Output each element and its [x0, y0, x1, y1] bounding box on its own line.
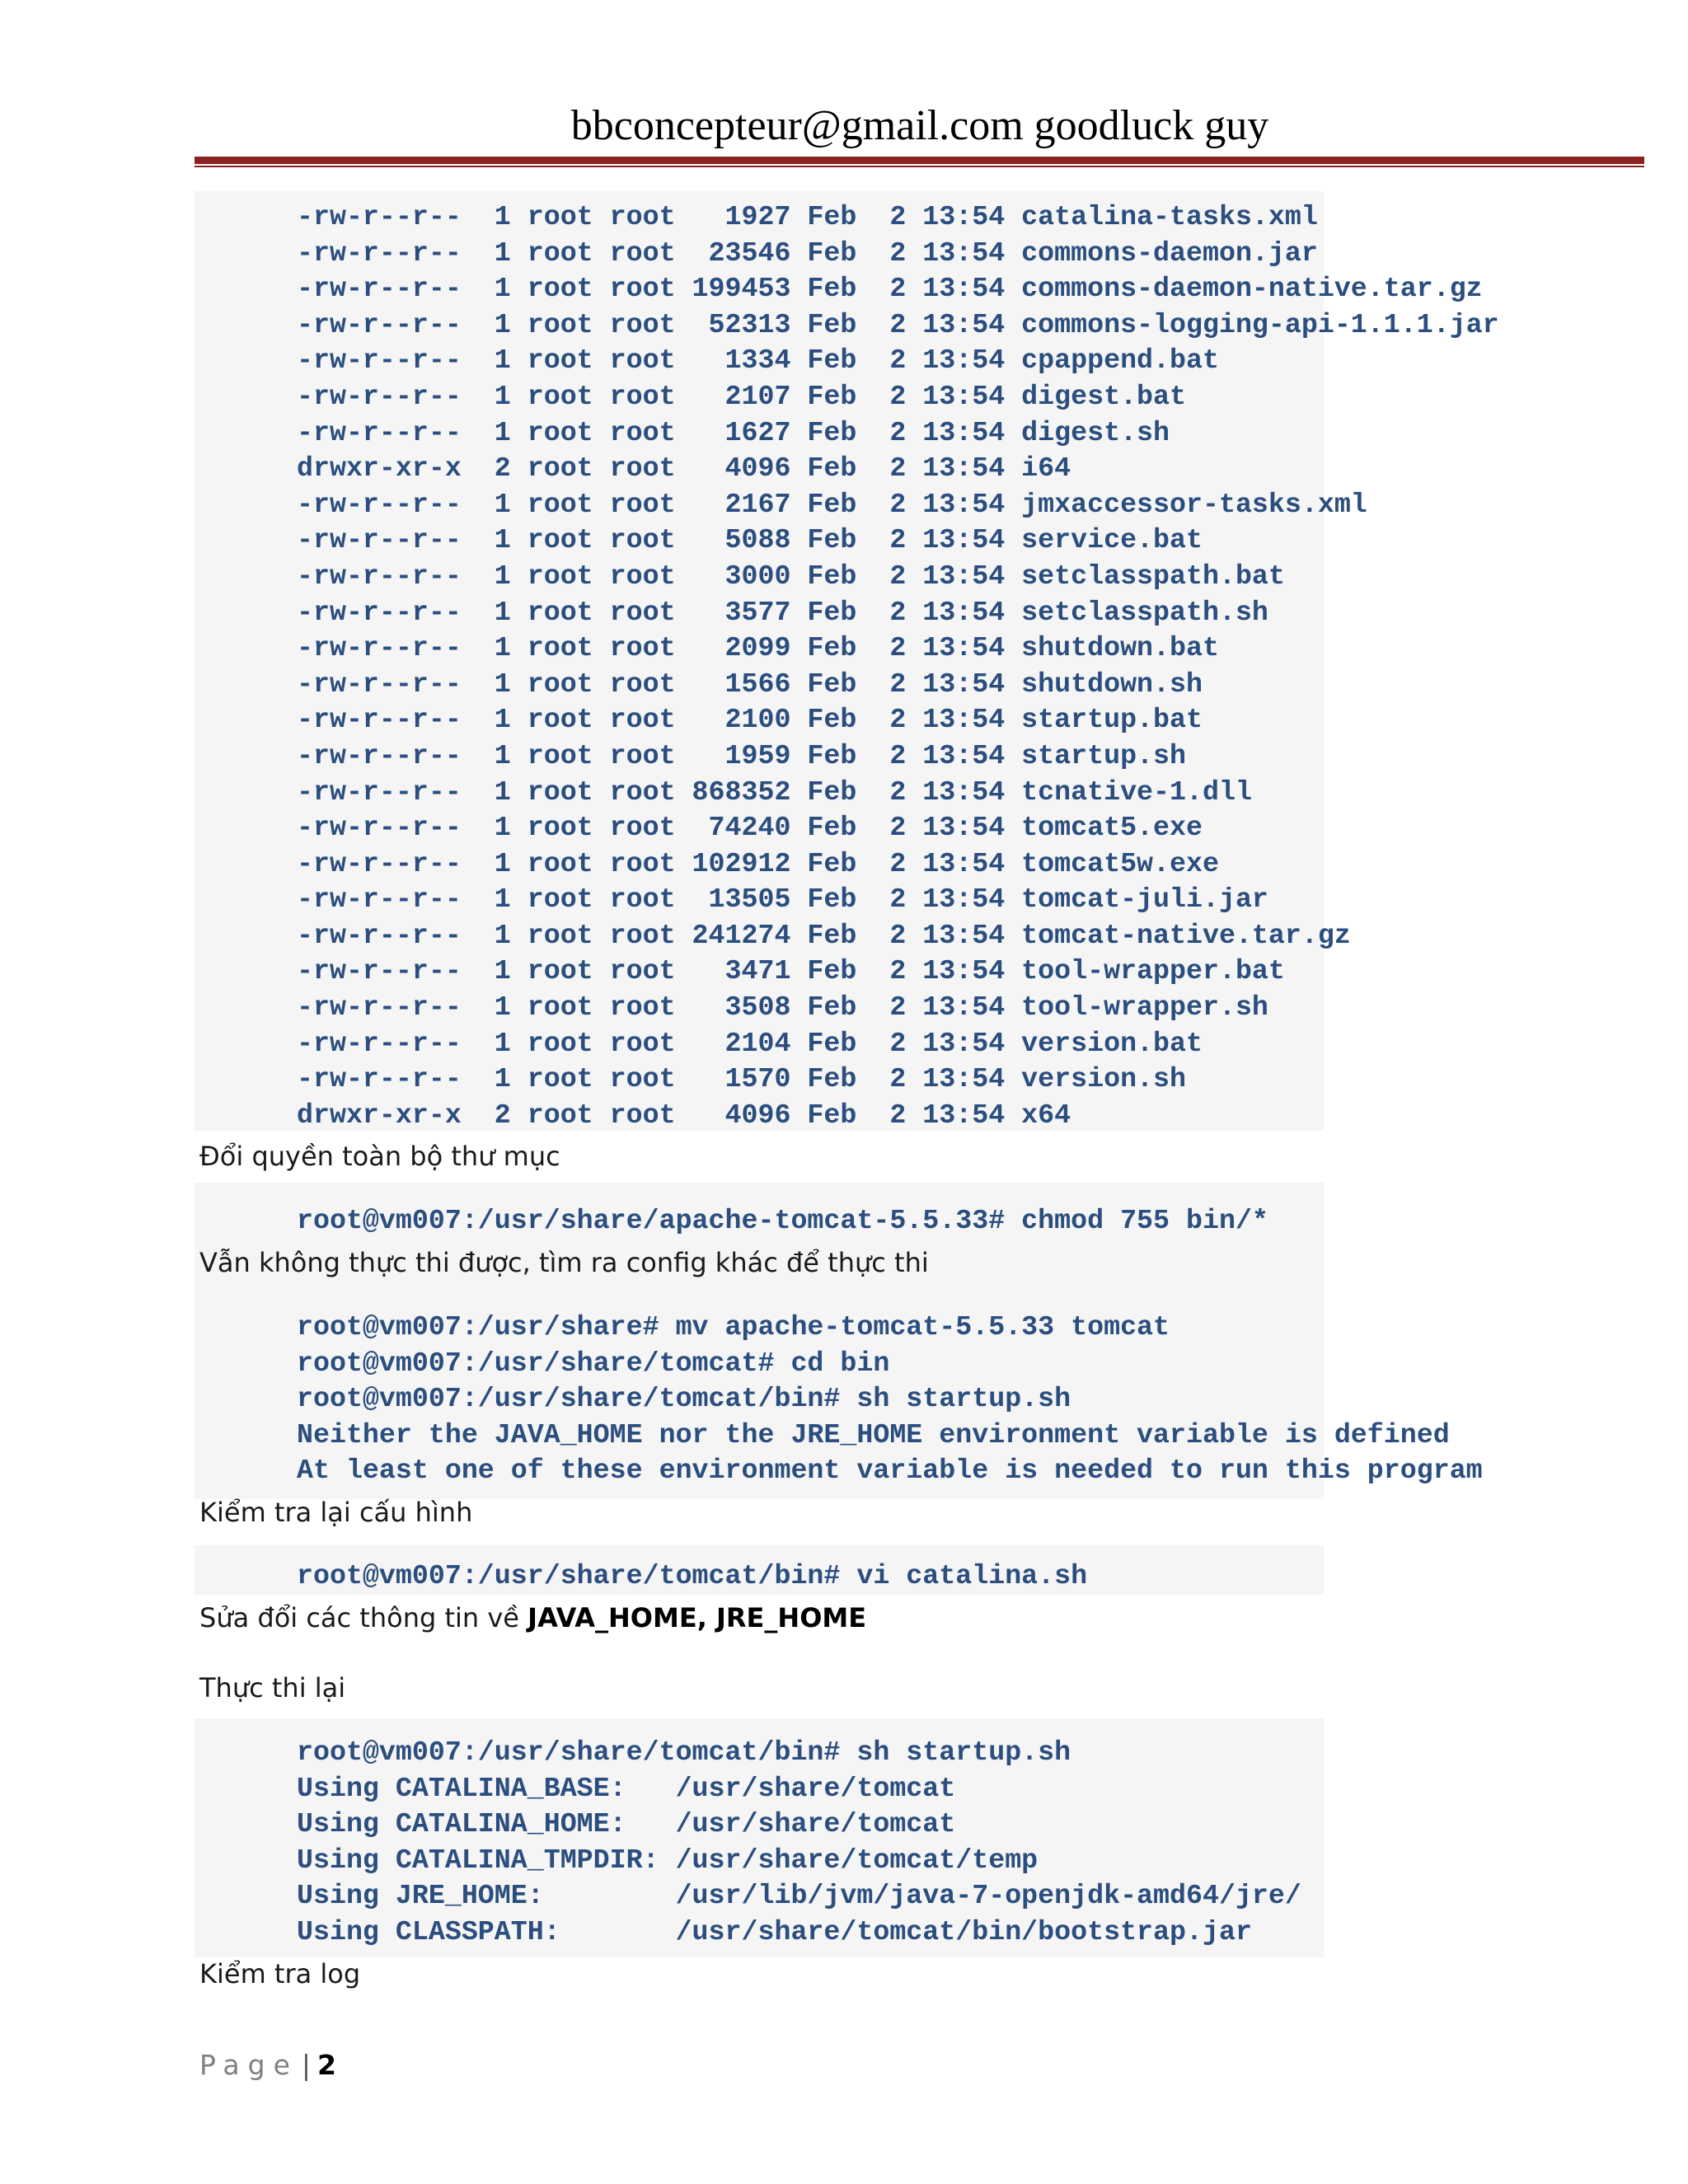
code-line: root@vm007:/usr/share/apache-tomcat-5.5.33# chmod 755 bin/* — [297, 1205, 1268, 1236]
text-edit-prefix: Sửa đổi các thông tin về — [199, 1602, 528, 1633]
header-rule-thick — [195, 157, 1644, 164]
code-line: -rw-r--r-- 1 root root 2100 Feb 2 13:54 startup.bat — [297, 704, 1203, 736]
header-rule-thin — [195, 166, 1644, 167]
code-line: At least one of these environment variable is needed to run this program — [297, 1455, 1483, 1487]
chmod-code — [297, 1203, 1268, 1240]
code-line: -rw-r--r-- 1 root root 2099 Feb 2 13:54 shutdown.bat — [297, 632, 1219, 664]
code-line: Using CATALINA_HOME: /usr/share/tomcat — [297, 1808, 956, 1840]
file-listing-code — [297, 199, 1499, 1133]
code-line: drwxr-xr-x 2 root root 4096 Feb 2 13:54 x64 — [297, 1099, 1071, 1131]
vi-code — [297, 1558, 1087, 1595]
code-line: -rw-r--r-- 1 root root 3577 Feb 2 13:54 setclasspath.sh — [297, 596, 1268, 628]
code-line: Neither the JAVA_HOME nor the JRE_HOME environment variable is defined — [297, 1418, 1450, 1451]
startup-fail-code — [297, 1310, 1483, 1489]
code-line: Using JRE_HOME: /usr/lib/jvm/java-7-openjdk-amd64/jre/ — [297, 1880, 1301, 1912]
code-line: drwxr-xr-x 2 root root 4096 Feb 2 13:54 i64 — [297, 452, 1071, 485]
page-separator: | — [301, 2049, 312, 2081]
code-line: -rw-r--r-- 1 root root 1627 Feb 2 13:54 digest.sh — [297, 416, 1170, 448]
code-line: -rw-r--r-- 1 root root 1927 Feb 2 13:54 catalina-tasks.xml — [297, 201, 1318, 232]
code-line: -rw-r--r-- 1 root root 1566 Feb 2 13:54 shutdown.sh — [297, 668, 1203, 700]
page-header: bbconcepteur@gmail.com goodluck guy — [570, 102, 1269, 149]
code-line: -rw-r--r-- 1 root root 3471 Feb 2 13:54 tool-wrapper.bat — [297, 955, 1285, 987]
text-chmod: Đổi quyền toàn bộ thư mục — [199, 1141, 560, 1172]
code-line: -rw-r--r-- 1 root root 74240 Feb 2 13:54 tomcat5.exe — [297, 812, 1203, 844]
code-line: root@vm007:/usr/share/tomcat/bin# vi catalina.sh — [297, 1560, 1088, 1591]
code-line: -rw-r--r-- 1 root root 102912 Feb 2 13:54 tomcat5w.exe — [297, 847, 1219, 879]
code-line: -rw-r--r-- 1 root root 868352 Feb 2 13:54 tcnative-1.dll — [297, 776, 1252, 808]
code-line: -rw-r--r-- 1 root root 199453 Feb 2 13:54 commons-daemon-native.tar.gz — [297, 273, 1483, 305]
code-line: root@vm007:/usr/share/tomcat# cd bin — [297, 1347, 890, 1379]
code-line: -rw-r--r-- 1 root root 5088 Feb 2 13:54 service.bat — [297, 524, 1203, 556]
startup-ok-code — [297, 1735, 1301, 1951]
code-line: Using CLASSPATH: /usr/share/tomcat/bin/bootstrap.jar — [297, 1915, 1252, 1947]
code-line: -rw-r--r-- 1 root root 23546 Feb 2 13:54 commons-daemon.jar — [297, 237, 1318, 269]
code-line: -rw-r--r-- 1 root root 52313 Feb 2 13:54 commons-logging-api-1.1.1.jar — [297, 308, 1499, 340]
code-line: -rw-r--r-- 1 root root 3000 Feb 2 13:54 setclasspath.bat — [297, 560, 1285, 592]
text-check-config: Kiểm tra lại cấu hình — [199, 1497, 473, 1528]
code-line: root@vm007:/usr/share/tomcat/bin# sh startup.sh — [297, 1383, 1071, 1415]
code-line: -rw-r--r-- 1 root root 1570 Feb 2 13:54 version.sh — [297, 1063, 1186, 1095]
text-edit-config — [199, 1600, 866, 1636]
text-not-exec: Vẫn không thực thi được, tìm ra config khác để thực thi — [199, 1247, 929, 1278]
text-check-log: Kiểm tra log — [199, 1958, 361, 1990]
code-line: -rw-r--r-- 1 root root 3508 Feb 2 13:54 tool-wrapper.sh — [297, 991, 1268, 1024]
code-line: Using CATALINA_TMPDIR: /usr/share/tomcat/temp — [297, 1844, 1039, 1876]
text-edit-bold: JAVA_HOME, JRE_HOME — [528, 1602, 867, 1633]
code-line: -rw-r--r-- 1 root root 241274 Feb 2 13:54 tomcat-native.tar.gz — [297, 919, 1351, 951]
code-line: -rw-r--r-- 1 root root 13505 Feb 2 13:54 tomcat-juli.jar — [297, 883, 1268, 916]
code-line: Using CATALINA_BASE: /usr/share/tomcat — [297, 1772, 956, 1804]
page-footer — [199, 2047, 336, 2083]
code-line: -rw-r--r-- 1 root root 1334 Feb 2 13:54 cpappend.bat — [297, 344, 1219, 377]
code-line: -rw-r--r-- 1 root root 2107 Feb 2 13:54 digest.bat — [297, 380, 1186, 412]
code-line: -rw-r--r-- 1 root root 1959 Feb 2 13:54 startup.sh — [297, 739, 1186, 771]
code-line: -rw-r--r-- 1 root root 2167 Feb 2 13:54 jmxaccessor-tasks.xml — [297, 488, 1367, 520]
code-line: -rw-r--r-- 1 root root 2104 Feb 2 13:54 version.bat — [297, 1027, 1203, 1059]
code-line: root@vm007:/usr/share/tomcat/bin# sh startup.sh — [297, 1736, 1071, 1768]
code-line: root@vm007:/usr/share# mv apache-tomcat-5.5.33 tomcat — [297, 1311, 1170, 1343]
text-rerun: Thực thi lại — [199, 1672, 346, 1704]
page-number: 2 — [317, 2049, 336, 2081]
page-label: Page — [199, 2049, 298, 2081]
